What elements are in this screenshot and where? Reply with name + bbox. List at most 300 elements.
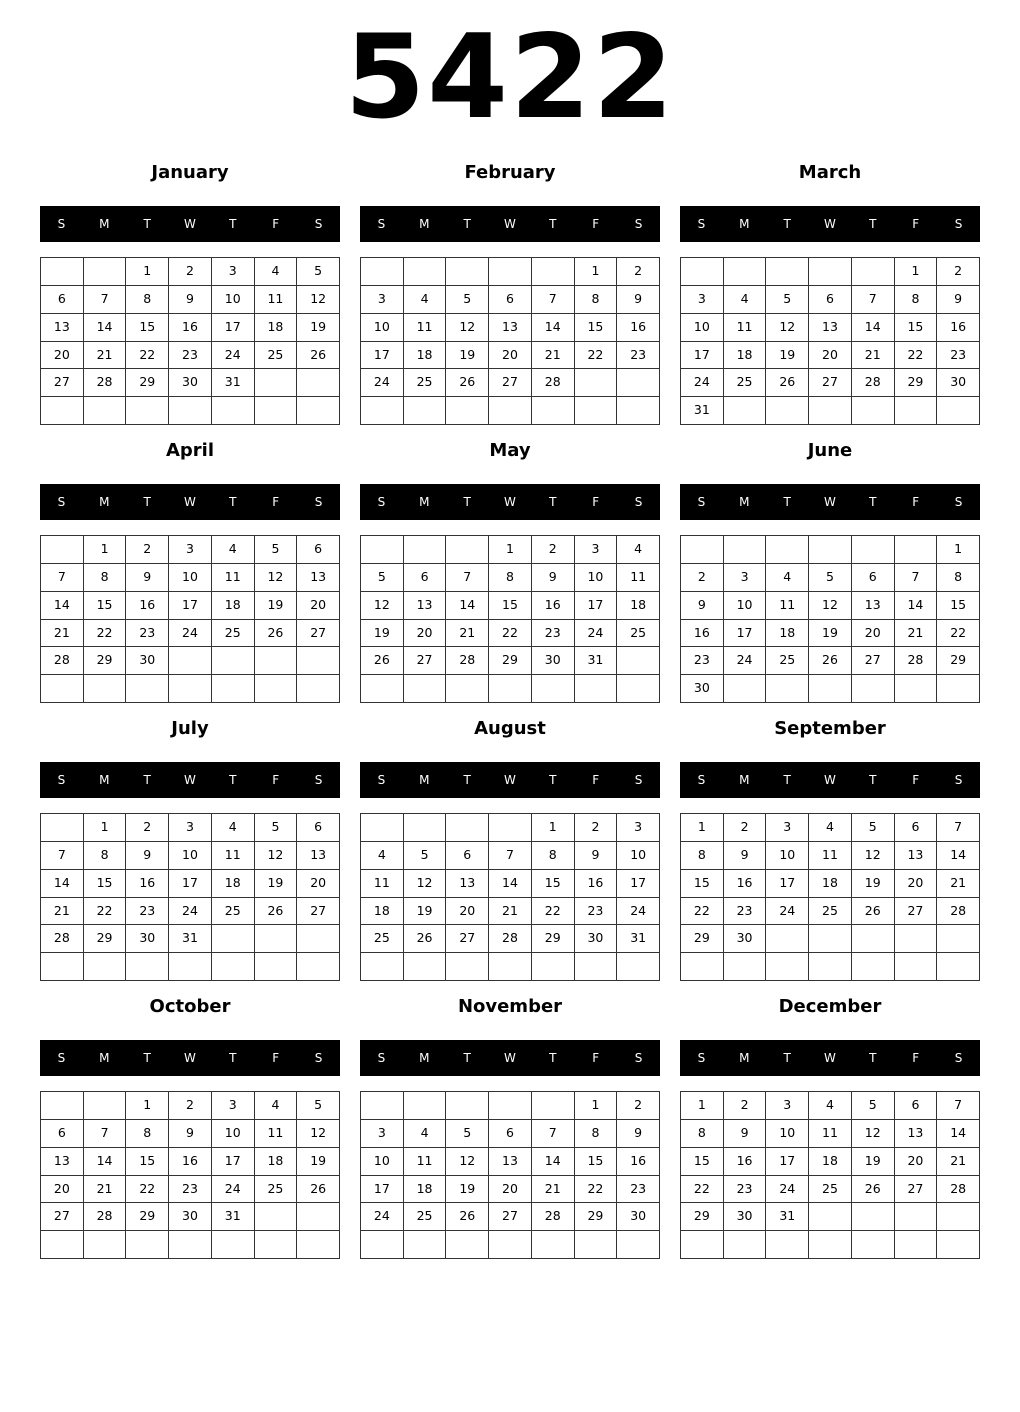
day-cell [766,1231,809,1259]
weekday-label: S [377,217,386,231]
day-cell: 18 [404,1176,447,1204]
day-cell: 25 [809,1176,852,1204]
month-july [40,712,340,982]
day-cell: 13 [41,314,84,342]
weekday-label: M [419,495,430,509]
weekday-label: W [504,773,516,787]
day-cell: 28 [532,1203,575,1231]
day-cell [446,536,489,564]
day-cell [575,369,618,397]
day-cell: 6 [297,536,340,564]
day-cell: 18 [361,898,404,926]
day-cell [575,675,618,703]
day-cell: 15 [895,314,938,342]
day-cell: 29 [489,647,532,675]
weekday-label: F [272,773,280,787]
day-cell: 31 [212,1203,255,1231]
month-title: November [457,996,563,1017]
day-grid [680,535,980,703]
day-cell: 18 [617,592,660,620]
day-cell: 16 [575,870,618,898]
day-cell: 15 [84,592,127,620]
weekday-label: M [419,773,430,787]
day-cell: 24 [212,342,255,370]
day-cell [41,536,84,564]
day-cell: 10 [169,564,212,592]
day-cell [937,1203,980,1231]
day-cell: 20 [895,870,938,898]
day-cell: 2 [169,258,212,286]
day-cell: 9 [169,1120,212,1148]
day-cell: 14 [532,314,575,342]
day-cell: 21 [937,1148,980,1176]
day-cell [255,397,298,425]
weekday-label: T [549,1051,557,1065]
month-november [360,990,660,1260]
day-cell: 23 [126,620,169,648]
weekday-header [40,484,340,520]
weekday-label: M [99,773,110,787]
day-cell [84,675,127,703]
day-cell: 8 [575,286,618,314]
day-grid [360,535,660,703]
day-cell: 14 [489,870,532,898]
day-cell: 1 [681,1092,724,1120]
day-cell: 22 [84,620,127,648]
day-cell [255,953,298,981]
day-cell: 20 [852,620,895,648]
day-cell [617,397,660,425]
day-cell: 4 [212,814,255,842]
day-cell [895,1231,938,1259]
day-cell: 12 [361,592,404,620]
day-cell: 10 [169,842,212,870]
day-cell: 5 [361,564,404,592]
day-cell [617,647,660,675]
day-cell [895,536,938,564]
day-cell: 25 [212,620,255,648]
month-march [680,156,980,426]
day-cell [937,397,980,425]
day-cell: 27 [41,1203,84,1231]
day-cell [532,1231,575,1259]
day-cell [852,536,895,564]
day-cell: 29 [84,647,127,675]
day-cell: 8 [895,286,938,314]
weekday-label: F [592,773,600,787]
day-cell: 20 [489,342,532,370]
day-cell: 27 [489,369,532,397]
day-cell: 8 [681,1120,724,1148]
day-cell [404,675,447,703]
day-cell: 25 [404,1203,447,1231]
day-cell: 8 [532,842,575,870]
weekday-label: W [824,217,836,231]
day-cell: 11 [255,286,298,314]
day-cell: 4 [809,1092,852,1120]
day-cell [41,675,84,703]
day-cell [766,397,809,425]
day-cell: 11 [766,592,809,620]
weekday-label: S [377,495,386,509]
day-cell: 2 [724,1092,767,1120]
day-grid [680,813,980,981]
weekday-label: S [314,495,323,509]
day-cell: 20 [895,1148,938,1176]
day-cell: 22 [895,342,938,370]
day-cell: 19 [809,620,852,648]
day-cell: 11 [212,564,255,592]
day-cell: 15 [681,870,724,898]
day-cell [404,397,447,425]
day-cell: 23 [724,898,767,926]
day-cell: 28 [937,898,980,926]
day-cell: 2 [169,1092,212,1120]
day-cell: 19 [766,342,809,370]
day-cell: 3 [575,536,618,564]
day-cell [297,953,340,981]
day-cell: 26 [297,342,340,370]
day-cell [361,397,404,425]
day-cell: 4 [255,258,298,286]
day-cell [126,397,169,425]
day-cell: 1 [126,1092,169,1120]
weekday-label: T [143,495,151,509]
day-cell: 21 [41,620,84,648]
day-cell [852,1203,895,1231]
day-cell: 19 [404,898,447,926]
day-cell [852,675,895,703]
weekday-label: T [463,217,471,231]
weekday-label: T [229,217,237,231]
day-cell: 17 [681,342,724,370]
day-cell: 23 [617,342,660,370]
day-cell: 1 [84,814,127,842]
day-cell: 3 [724,564,767,592]
weekday-label: W [824,773,836,787]
day-cell [532,1092,575,1120]
day-cell [404,814,447,842]
day-cell: 19 [852,1148,895,1176]
day-cell: 7 [937,1092,980,1120]
day-cell [41,1231,84,1259]
day-cell: 22 [681,1176,724,1204]
month-january [40,156,340,426]
day-cell [489,397,532,425]
weekday-header [360,484,660,520]
weekday-label: M [739,217,750,231]
day-cell [489,1092,532,1120]
day-grid [680,1091,980,1259]
day-cell: 8 [84,842,127,870]
day-cell: 28 [937,1176,980,1204]
day-cell: 30 [575,925,618,953]
weekday-label: T [783,495,791,509]
day-cell: 9 [617,1120,660,1148]
day-cell: 5 [297,258,340,286]
day-cell [446,1231,489,1259]
day-cell [169,675,212,703]
day-cell: 21 [532,342,575,370]
day-cell: 4 [255,1092,298,1120]
day-cell: 23 [169,342,212,370]
day-grid [360,257,660,425]
day-cell: 25 [212,898,255,926]
day-cell: 29 [126,369,169,397]
day-cell [255,1231,298,1259]
day-grid [40,813,340,981]
day-cell [255,925,298,953]
day-cell [617,369,660,397]
day-cell: 31 [766,1203,809,1231]
day-cell: 11 [361,870,404,898]
day-cell [404,258,447,286]
day-cell: 31 [575,647,618,675]
day-cell: 2 [617,1092,660,1120]
day-cell: 28 [41,647,84,675]
day-cell [681,1231,724,1259]
day-cell: 11 [404,1148,447,1176]
day-cell [404,953,447,981]
weekday-header [360,1040,660,1076]
day-cell: 30 [724,925,767,953]
day-cell [126,953,169,981]
weekday-label: T [229,495,237,509]
day-cell: 10 [361,314,404,342]
day-cell: 28 [446,647,489,675]
month-title: October [149,996,231,1017]
day-cell [255,369,298,397]
day-cell: 14 [937,1120,980,1148]
weekday-header [360,762,660,798]
day-cell: 13 [852,592,895,620]
day-cell: 17 [617,870,660,898]
day-cell [126,1231,169,1259]
day-cell: 13 [895,842,938,870]
month-october [40,990,340,1260]
day-cell: 26 [446,1203,489,1231]
day-cell: 3 [361,1120,404,1148]
day-cell [297,675,340,703]
day-cell: 18 [809,1148,852,1176]
day-cell: 23 [617,1176,660,1204]
day-cell [681,953,724,981]
day-cell: 3 [766,1092,809,1120]
day-cell: 24 [169,898,212,926]
day-cell: 4 [361,842,404,870]
day-cell: 20 [297,592,340,620]
day-cell: 15 [126,314,169,342]
day-cell [297,925,340,953]
month-title: May [489,440,531,461]
day-cell: 29 [532,925,575,953]
weekday-label: T [783,217,791,231]
day-cell: 20 [41,1176,84,1204]
day-cell: 17 [169,592,212,620]
day-cell: 13 [489,1148,532,1176]
day-cell: 26 [809,647,852,675]
weekday-label: S [697,217,706,231]
day-cell: 31 [169,925,212,953]
day-cell [617,953,660,981]
day-cell: 13 [41,1148,84,1176]
day-cell: 11 [255,1120,298,1148]
day-grid [40,535,340,703]
day-cell: 13 [895,1120,938,1148]
day-cell [809,1203,852,1231]
day-cell: 26 [255,898,298,926]
day-cell: 19 [361,620,404,648]
day-cell: 27 [446,925,489,953]
day-cell: 23 [681,647,724,675]
weekday-label: S [634,773,643,787]
day-cell: 30 [532,647,575,675]
day-cell: 5 [404,842,447,870]
day-cell: 4 [404,1120,447,1148]
day-cell [532,397,575,425]
weekday-label: F [592,1051,600,1065]
day-cell: 20 [446,898,489,926]
weekday-label: T [783,1051,791,1065]
day-cell: 9 [532,564,575,592]
weekday-header [360,206,660,242]
day-cell: 15 [575,1148,618,1176]
day-cell: 21 [852,342,895,370]
day-cell: 10 [361,1148,404,1176]
weekday-label: M [419,217,430,231]
weekday-label: W [824,495,836,509]
day-cell: 9 [126,564,169,592]
day-cell: 30 [126,647,169,675]
weekday-label: S [314,1051,323,1065]
day-cell: 22 [489,620,532,648]
day-cell [532,953,575,981]
weekday-label: F [272,1051,280,1065]
day-cell [937,953,980,981]
day-cell: 4 [766,564,809,592]
day-cell: 5 [297,1092,340,1120]
day-cell: 30 [937,369,980,397]
day-cell: 22 [937,620,980,648]
day-cell: 15 [126,1148,169,1176]
weekday-label: W [184,495,196,509]
day-cell [404,1092,447,1120]
day-cell: 13 [446,870,489,898]
day-cell: 17 [575,592,618,620]
day-cell: 5 [852,814,895,842]
day-grid [680,257,980,425]
day-cell [809,925,852,953]
day-cell: 30 [169,1203,212,1231]
day-cell: 7 [41,564,84,592]
day-cell: 23 [126,898,169,926]
day-cell: 21 [489,898,532,926]
day-cell: 14 [937,842,980,870]
day-cell: 5 [809,564,852,592]
day-cell: 1 [575,258,618,286]
day-cell: 26 [255,620,298,648]
day-cell: 30 [617,1203,660,1231]
month-june [680,434,980,704]
day-cell [489,814,532,842]
day-cell: 24 [169,620,212,648]
day-cell [41,1092,84,1120]
day-cell: 14 [446,592,489,620]
day-cell [489,1231,532,1259]
weekday-header [40,1040,340,1076]
day-cell [361,258,404,286]
weekday-label: S [57,217,66,231]
weekday-label: S [377,773,386,787]
day-cell: 6 [404,564,447,592]
day-cell: 23 [532,620,575,648]
weekday-label: F [912,1051,920,1065]
day-cell: 9 [126,842,169,870]
day-cell: 15 [489,592,532,620]
day-cell [724,258,767,286]
weekday-label: S [954,495,963,509]
day-cell: 1 [84,536,127,564]
day-cell [852,258,895,286]
day-cell: 17 [361,342,404,370]
weekday-label: T [869,217,877,231]
day-cell [361,1092,404,1120]
day-cell [84,1231,127,1259]
day-cell: 30 [681,675,724,703]
day-cell [809,536,852,564]
day-cell [361,1231,404,1259]
day-cell: 17 [169,870,212,898]
day-cell [404,536,447,564]
day-cell: 21 [446,620,489,648]
day-cell: 6 [489,1120,532,1148]
weekday-label: M [739,773,750,787]
day-cell: 29 [575,1203,618,1231]
day-cell: 6 [852,564,895,592]
day-cell: 24 [724,647,767,675]
weekday-label: S [57,1051,66,1065]
day-cell [489,953,532,981]
day-cell: 8 [681,842,724,870]
year-title: 5422 [344,10,676,145]
day-cell: 31 [617,925,660,953]
day-cell: 7 [852,286,895,314]
day-cell: 7 [532,286,575,314]
weekday-label: M [99,495,110,509]
day-cell: 26 [297,1176,340,1204]
day-cell [255,647,298,675]
day-cell: 9 [937,286,980,314]
day-cell [852,397,895,425]
month-february [360,156,660,426]
day-cell: 16 [169,314,212,342]
day-cell [446,675,489,703]
day-cell: 4 [404,286,447,314]
day-cell: 27 [489,1203,532,1231]
day-cell: 4 [724,286,767,314]
weekday-label: M [419,1051,430,1065]
day-cell: 6 [41,286,84,314]
day-cell: 18 [255,314,298,342]
day-cell [41,258,84,286]
weekday-label: T [549,217,557,231]
month-title: September [774,718,886,739]
day-cell [895,925,938,953]
day-cell: 19 [297,314,340,342]
day-cell: 5 [766,286,809,314]
day-cell: 21 [84,342,127,370]
day-cell: 26 [404,925,447,953]
